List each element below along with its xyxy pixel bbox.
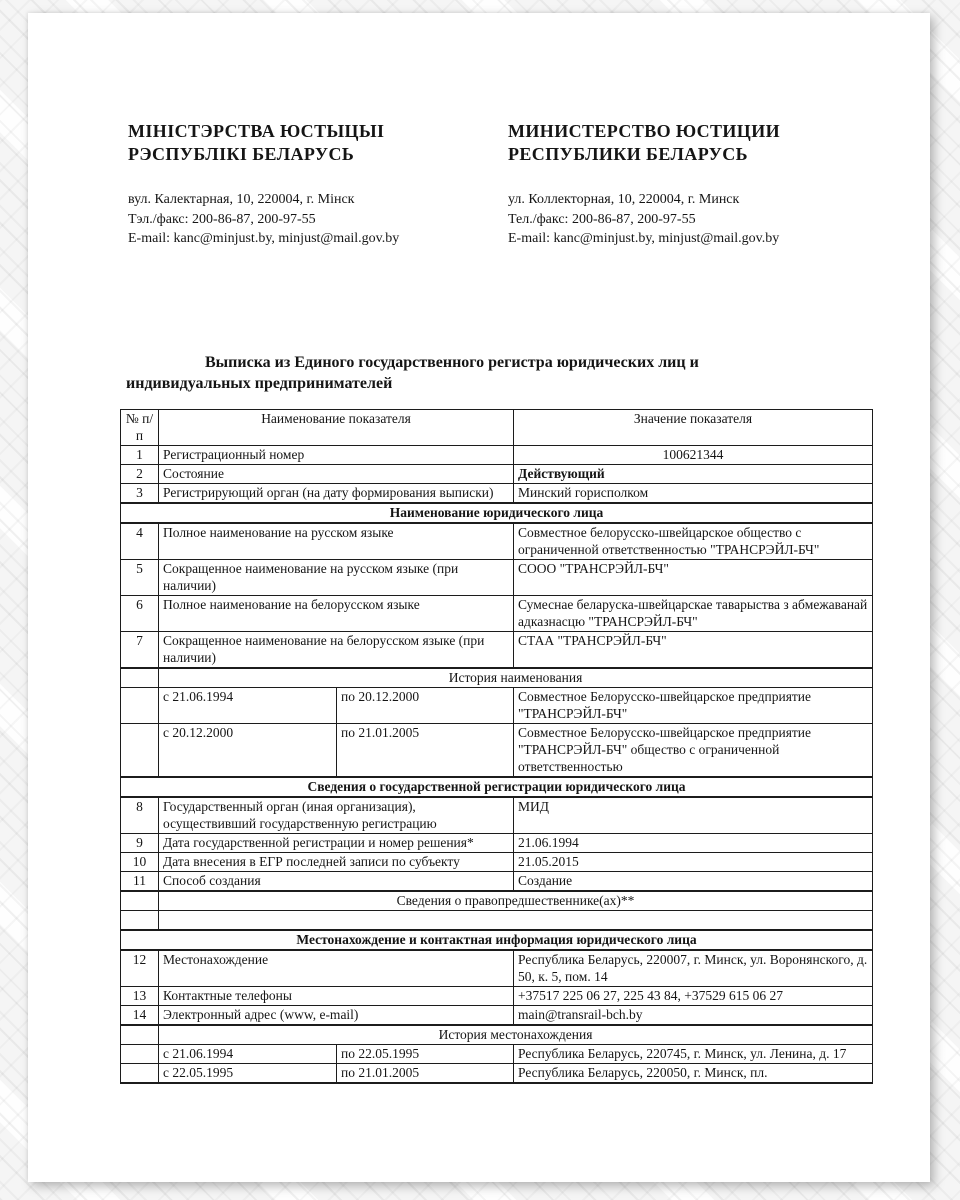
value-cell: Действующий — [514, 464, 873, 483]
row-number: 11 — [121, 871, 159, 891]
value-cell: 21.05.2015 — [514, 852, 873, 871]
table-row — [121, 950, 873, 987]
row-number: 6 — [121, 595, 159, 631]
history-to-cell: по 20.12.2000 — [337, 687, 514, 723]
org-name-line1: МИНИСТЕРСТВО ЮСТИЦИИ — [508, 121, 781, 141]
value-cell: 100621344 — [514, 445, 873, 464]
indicator-cell: Способ создания — [159, 871, 514, 891]
header-indicator: Наименование показателя — [159, 409, 514, 445]
header-value: Значение показателя — [514, 409, 873, 445]
org-contacts-belarusian — [128, 190, 508, 249]
subsection-title: Сведения о правопредшественнике(ах)** — [159, 891, 873, 911]
row-number: 4 — [121, 523, 159, 560]
section-header-row — [121, 930, 873, 950]
row-number: 1 — [121, 445, 159, 464]
history-to-cell: по 21.01.2005 — [337, 1063, 514, 1083]
table-row — [121, 797, 873, 834]
document-page — [28, 13, 930, 1182]
value-cell: Создание — [514, 871, 873, 891]
subsection-title: История местонахождения — [159, 1025, 873, 1045]
email-line: E-mail: kanc@minjust.by, minjust@mail.gov.by — [508, 231, 780, 246]
row-number: 3 — [121, 483, 159, 503]
value-cell: МИД — [514, 797, 873, 834]
email-line: E-mail: kanc@minjust.by, minjust@mail.gov.by — [128, 231, 400, 246]
history-row — [121, 723, 873, 777]
address-line: ул. Коллекторная, 10, 220004, г. Минск — [508, 192, 740, 207]
subsection-header-row — [121, 668, 873, 688]
phone-line: Тел./факс: 200-86-87, 200-97-55 — [508, 211, 696, 227]
row-number — [121, 668, 159, 688]
row-number: 5 — [121, 559, 159, 595]
history-to-cell: по 22.05.1995 — [337, 1044, 514, 1063]
row-number: 12 — [121, 950, 159, 987]
empty-cell — [159, 910, 873, 930]
value-cell: main@transrail-bch.by — [514, 1005, 873, 1025]
org-name-line1: МІНІСТЭРСТВА ЮСТЫЦЫІ — [128, 121, 385, 141]
indicator-cell: Электронный адрес (www, e-mail) — [159, 1005, 514, 1025]
indicator-cell: Государственный орган (иная организация), осуществивший государственную регистрацию — [159, 797, 514, 834]
row-number: 10 — [121, 852, 159, 871]
indicator-cell: Регистрационный номер — [159, 445, 514, 464]
history-row — [121, 1044, 873, 1063]
row-number — [121, 1025, 159, 1045]
row-number — [121, 1063, 159, 1083]
history-from-cell: с 20.12.2000 — [159, 723, 337, 777]
subsection-header-row — [121, 891, 873, 911]
section-title: Местонахождение и контактная информация юридического лица — [121, 930, 873, 950]
row-number: 2 — [121, 464, 159, 483]
indicator-cell: Полное наименование на белорусском языке — [159, 595, 514, 631]
row-number: 9 — [121, 833, 159, 852]
row-number: 8 — [121, 797, 159, 834]
org-name-line2: РЕСПУБЛИКИ БЕЛАРУСЬ — [508, 144, 748, 164]
org-contacts-russian — [508, 190, 872, 249]
history-value-cell: Совместное Белорусско-швейцарское предприятие "ТРАНСРЭЙЛ-БЧ" общество с ограниченной ответственностью — [514, 723, 873, 777]
value-cell: +37517 225 06 27, 225 43 84, +37529 615 06 27 — [514, 986, 873, 1005]
letterhead-belarusian — [120, 120, 508, 249]
history-from-cell: с 21.06.1994 — [159, 1044, 337, 1063]
indicator-cell: Сокращенное наименование на белорусском языке (при наличии) — [159, 631, 514, 668]
document-title: Выписка из Единого государственного регистра юридических лиц и индивидуальных предпринимателей — [126, 353, 699, 392]
table-row — [121, 852, 873, 871]
registry-table-header — [121, 409, 873, 445]
indicator-cell: Сокращенное наименование на русском языке (при наличии) — [159, 559, 514, 595]
table-row — [121, 595, 873, 631]
indicator-cell: Состояние — [159, 464, 514, 483]
row-number — [121, 687, 159, 723]
value-cell: Республика Беларусь, 220007, г. Минск, ул. Воронянского, д. 50, к. 5, пом. 14 — [514, 950, 873, 987]
row-number — [121, 1044, 159, 1063]
table-row — [121, 483, 873, 503]
value-cell: Сумеснае беларуска-швейцарскае таварыства з абмежаванай адказнасцю "ТРАНСРЭЙЛ-БЧ" — [514, 595, 873, 631]
history-row — [121, 1063, 873, 1083]
row-number: 7 — [121, 631, 159, 668]
history-value-cell: Республика Беларусь, 220050, г. Минск, пл. — [514, 1063, 873, 1083]
registry-table-body — [121, 445, 873, 1083]
history-value-cell: Совместное Белорусско-швейцарское предприятие "ТРАНСРЭЙЛ-БЧ" — [514, 687, 873, 723]
history-row — [121, 687, 873, 723]
indicator-cell: Полное наименование на русском языке — [159, 523, 514, 560]
section-header-row — [121, 777, 873, 797]
value-cell: Минский горисполком — [514, 483, 873, 503]
indicator-cell: Дата внесения в ЕГР последней записи по субъекту — [159, 852, 514, 871]
row-number — [121, 723, 159, 777]
subsection-header-row — [121, 1025, 873, 1045]
row-number — [121, 891, 159, 911]
section-title: Сведения о государственной регистрации юридического лица — [121, 777, 873, 797]
letterhead-russian — [508, 120, 872, 249]
registry-table — [120, 409, 873, 1084]
history-value-cell: Республика Беларусь, 220745, г. Минск, ул. Ленина, д. 17 — [514, 1044, 873, 1063]
table-row — [121, 559, 873, 595]
empty-cell — [121, 910, 159, 930]
value-cell: СООО "ТРАНСРЭЙЛ-БЧ" — [514, 559, 873, 595]
org-name-line2: РЭСПУБЛІКІ БЕЛАРУСЬ — [128, 144, 355, 164]
history-to-cell: по 21.01.2005 — [337, 723, 514, 777]
subsection-title: История наименования — [159, 668, 873, 688]
ministry-letterhead — [120, 120, 872, 249]
history-from-cell: с 21.06.1994 — [159, 687, 337, 723]
table-row — [121, 631, 873, 668]
indicator-cell: Контактные телефоны — [159, 986, 514, 1005]
empty-row — [121, 910, 873, 930]
indicator-cell: Дата государственной регистрации и номер решения* — [159, 833, 514, 852]
org-name-belarusian — [128, 120, 508, 166]
table-row — [121, 464, 873, 483]
table-row — [121, 445, 873, 464]
address-line: вул. Калектарная, 10, 220004, г. Мінск — [128, 192, 355, 207]
row-number: 14 — [121, 1005, 159, 1025]
row-number: 13 — [121, 986, 159, 1005]
table-row — [121, 833, 873, 852]
history-from-cell: с 22.05.1995 — [159, 1063, 337, 1083]
table-row — [121, 1005, 873, 1025]
indicator-cell: Местонахождение — [159, 950, 514, 987]
table-row — [121, 986, 873, 1005]
header-num: № п/п — [121, 409, 159, 445]
section-header-row — [121, 503, 873, 523]
org-name-russian — [508, 120, 872, 166]
table-row — [121, 523, 873, 560]
phone-line: Тэл./факс: 200-86-87, 200-97-55 — [128, 211, 316, 227]
value-cell: СТАА "ТРАНСРЭЙЛ-БЧ" — [514, 631, 873, 668]
value-cell: Совместное белорусско-швейцарское общество с ограниченной ответственностью "ТРАНСРЭЙЛ-БЧ" — [514, 523, 873, 560]
section-title: Наименование юридического лица — [121, 503, 873, 523]
table-row — [121, 871, 873, 891]
value-cell: 21.06.1994 — [514, 833, 873, 852]
indicator-cell: Регистрирующий орган (на дату формирования выписки) — [159, 483, 514, 503]
header-row — [121, 409, 873, 445]
